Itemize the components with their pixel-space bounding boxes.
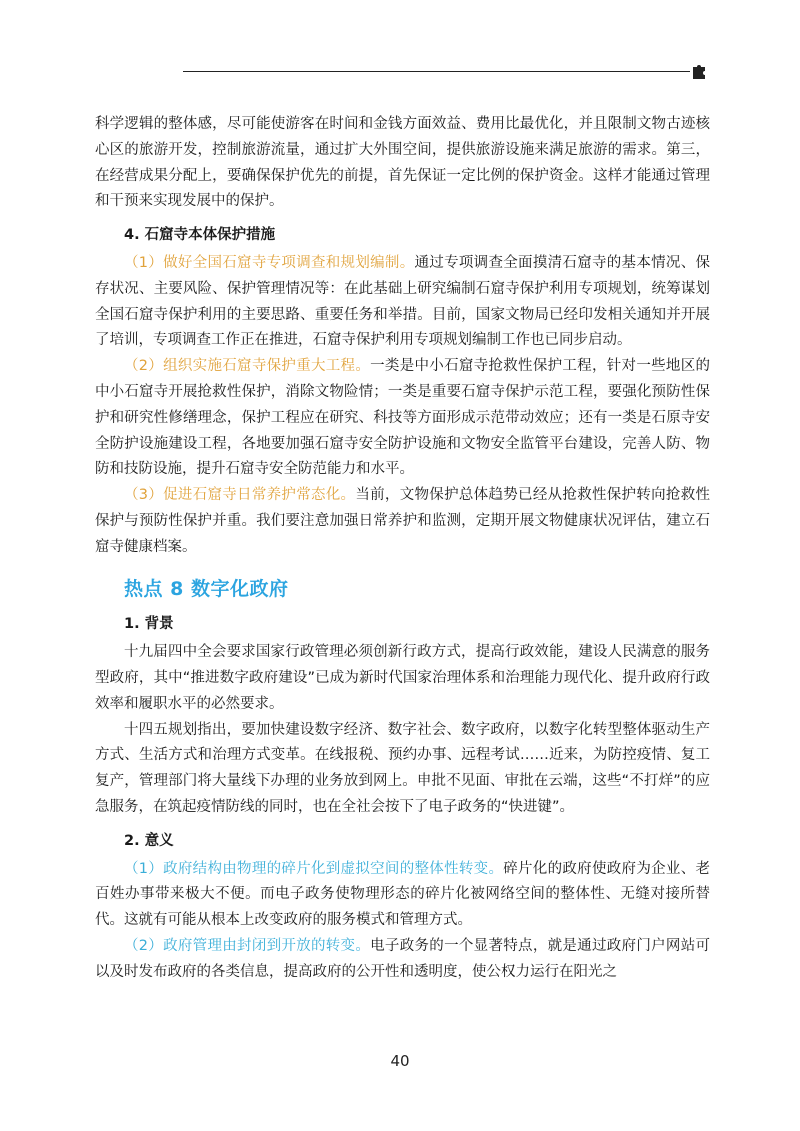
page-number: 40 [390, 1052, 410, 1070]
measure-1-highlight: （1）做好全国石窟寺专项调查和规划编制。 [124, 254, 415, 271]
significance-2-highlight: （2）政府管理由封闭到开放的转变。 [124, 937, 371, 954]
puzzle-icon [690, 62, 708, 80]
background-heading: 1. 背景 [124, 616, 174, 633]
background-paragraph-1: 十九届四中全会要求国家行政管理必须创新行政方式，提高行政效能，建设人民满意的服务型政府，其中“推进数字政府建设”已成为新时代国家治理体系和治理能力现代化、提升政府行政效率和履职水平的必然要求。 [95, 644, 710, 712]
measure-3-text: 当前，文物保护总体趋势已经从抢救性保护转向抢救性保护与预防性保护并重。我们要注意加强日常养护和监测，定期开展文物健康状况评估，建立石窟寺健康档案。 [95, 487, 711, 555]
measure-1 [95, 251, 710, 354]
hotspot-title: 热点 8 数字化政府 [124, 577, 289, 600]
measure-3-highlight: （3）促进石窟寺日常养护常态化。 [124, 487, 356, 504]
page-body [95, 112, 710, 986]
significance-1-highlight: （1）政府结构由物理的碎片化到虚拟空间的整体性转变。 [124, 860, 504, 877]
significance-heading: 2. 意义 [124, 832, 174, 849]
significance-2 [95, 934, 710, 986]
paragraph-continuation: 科学逻辑的整体感，尽可能使游客在时间和金钱方面效益、费用比最优化，并且限制文物古迹核心区的旅游开发，控制旅游流量，通过扩大外围空间，提供旅游设施来满足旅游的需求。第三，在经营成果分配上，要确保保护优先的前提，首先保证一定比例的保护资金。这样才能通过管理和干预来实现发展中的保护。 [95, 116, 710, 210]
header-rule [183, 71, 690, 72]
measure-2-highlight: （2）组织实施石窟寺保护重大工程。 [124, 358, 371, 375]
measure-2 [95, 354, 710, 483]
measure-1-text: 通过专项调查全面摸清石窟寺的基本情况、保存状况、主要风险、保护管理情况等：在此基础上研究编制石窟寺保护利用专项规划，统筹谋划全国石窟寺保护利用的主要思路、重要任务和举措。目前，国家文物局已经印发相关通知并开展了培训，专项调查工作正在推进，石窟寺保护利用专项规划编制工作也已同步启动。 [95, 254, 711, 349]
significance-2-text: 电子政务的一个显著特点，就是通过政府门户网站可以及时发布政府的各类信息，提高政府的公开性和透明度，使公权力运行在阳光之 [95, 937, 710, 980]
background-paragraph-2: 十四五规划指出，要加快建设数字经济、数字社会、数字政府，以数字化转型整体驱动生产方式、生活方式和治理方式变革。在线报税、预约办事、远程考试……近来，为防控疫情、复工复产，管理部门将大量线下办理的业务放到网上。申批不见面、审批在云端，这些“不打烊”的应急服务，在筑起疫情防线的同时，也在全社会按下了电子政务的“快进键”。 [95, 721, 710, 815]
significance-1-text: 碎片化的政府使政府为企业、老百姓办事带来极大不便。而电子政务使物理形态的碎片化被网络空间的整体性、无缝对接所替代。这就有可能从根本上改变政府的服务模式和管理方式。 [95, 860, 710, 929]
measure-3 [95, 483, 710, 560]
significance-1 [95, 857, 710, 934]
measure-2-text: 一类是中小石窟寺抢救性保护工程，针对一些地区的中小石窟寺开展抢救性保护，消除文物险情；一类是重要石窟寺保护示范工程，要强化预防性保护和研究性修缮理念，保护工程应在研究、科技等方面形成示范带动效应；还有一类是石原寺安全防护设施建设工程，各地要加强石窟寺安全防护设施和文物安全监管平台建设，完善人防、物防和技防设施，提升石窟寺安全防范能力和水平。 [95, 358, 710, 478]
section-heading-4: 4. 石窟寺本体保护措施 [124, 227, 276, 244]
